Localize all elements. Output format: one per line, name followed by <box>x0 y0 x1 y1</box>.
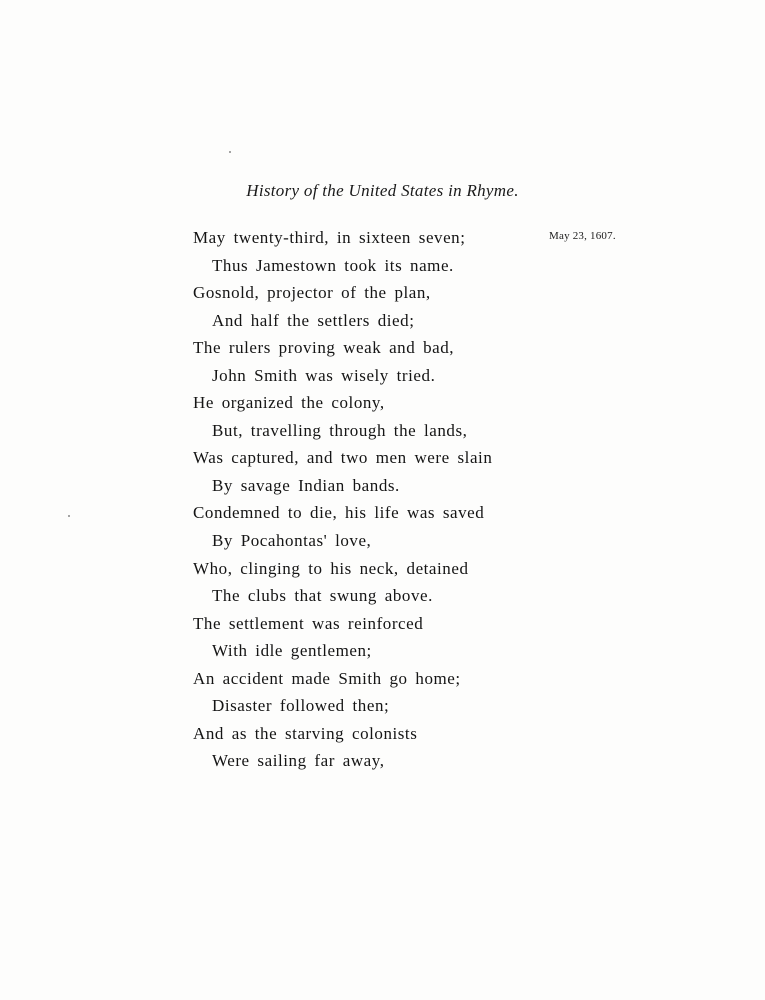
poem-line: The rulers proving weak and bad, <box>193 338 455 358</box>
poem-text <box>193 224 633 775</box>
poem-line: And half the settlers died; <box>212 310 415 330</box>
poem-line: But, travelling through the lands, <box>212 420 468 440</box>
margin-date-note: May 23, 1607. <box>549 230 616 242</box>
paper-speck <box>68 515 70 517</box>
poem-line: Thus Jamestown took its name. <box>212 255 454 275</box>
poem-line: Were sailing far away, <box>212 751 385 771</box>
poem-line: The settlement was reinforced <box>193 613 424 633</box>
running-head: History of the United States in Rhyme. <box>246 181 519 200</box>
poem-line: By savage Indian bands. <box>212 475 400 495</box>
paper-speck <box>229 151 231 153</box>
poem-line: Condemned to die, his life was saved <box>193 503 485 523</box>
poem-line: Gosnold, projector of the plan, <box>193 283 431 303</box>
poem-line: He organized the colony, <box>193 393 385 413</box>
poem-line: Who, clinging to his neck, detained <box>193 558 469 578</box>
poem-line: An accident made Smith go home; <box>193 668 461 688</box>
poem-line: Was captured, and two men were slain <box>193 448 493 468</box>
poem-line: May twenty-third, in sixteen seven; <box>193 228 466 247</box>
poem-line: By Pocahontas' love, <box>212 531 372 551</box>
poem-line: Disaster followed then; <box>212 696 390 716</box>
poem-line: With idle gentlemen; <box>212 641 372 661</box>
poem-line: John Smith was wisely tried. <box>212 365 436 385</box>
poem-line: And as the starving colonists <box>193 723 418 743</box>
poem-line: The clubs that swung above. <box>212 586 433 606</box>
